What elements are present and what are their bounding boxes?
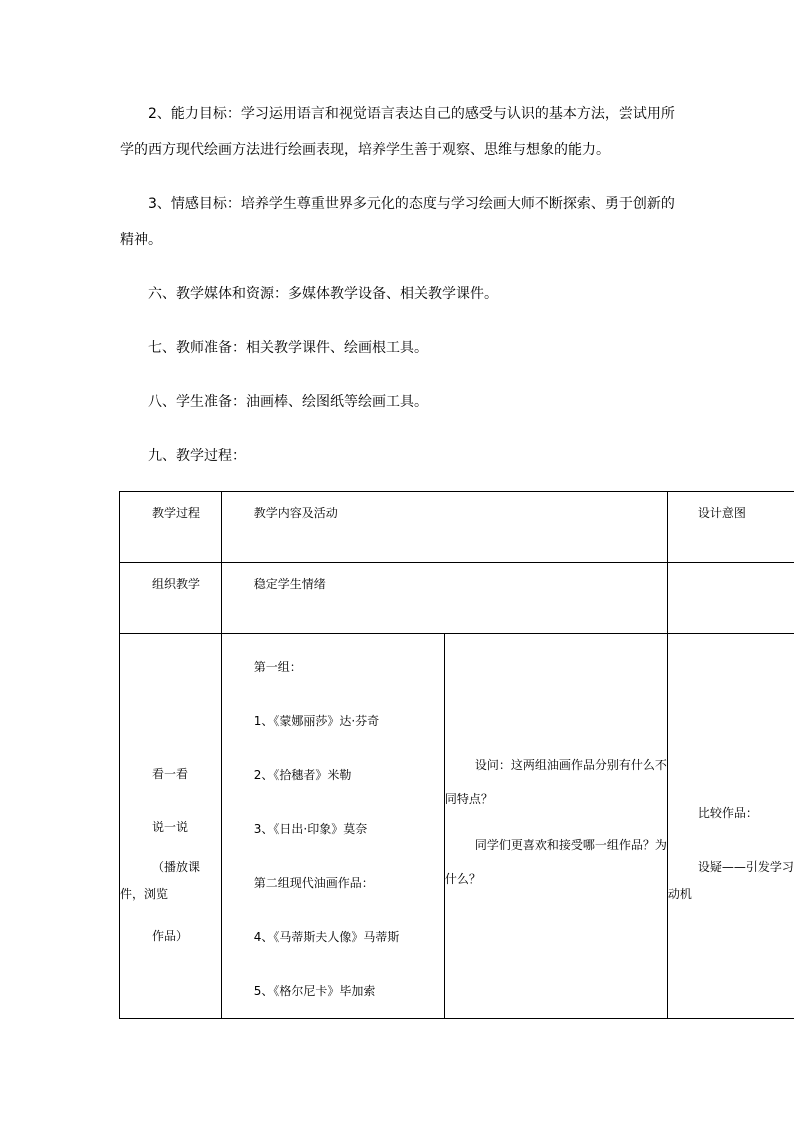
header-intent-cell: 设计意图 [667, 492, 794, 563]
questions-cell [444, 634, 667, 1019]
table-header-row [120, 492, 794, 563]
artwork-item: 5、《格尔尼卡》毕加索 [253, 984, 376, 998]
organize-intent-cell [667, 563, 794, 634]
organize-content-cell: 稳定学生情绪 [221, 563, 667, 634]
teacher-prep-paragraph: 七、教师准备：相关教学课件、绘画根工具。 [148, 340, 428, 356]
process-line: 看一看 [152, 767, 189, 781]
intent-question: 设疑——引发学习动机 [667, 860, 794, 901]
question-two: 同学们更喜欢和接受哪一组作品？为什么？ [444, 838, 667, 886]
media-resources-paragraph: 六、教学媒体和资源：多媒体教学设备、相关教学课件。 [148, 286, 498, 302]
intent-cell [667, 634, 794, 1019]
artwork-item: 4、《马蒂斯夫人像》马蒂斯 [253, 930, 400, 944]
artwork-item: 3、《日出·印象》莫奈 [253, 822, 368, 836]
process-line: （播放课件，浏览 [120, 860, 201, 901]
group-two-label: 第二组现代油画作品： [253, 876, 374, 890]
teaching-process-heading: 九、教学过程： [148, 448, 246, 464]
look-talk-process-cell [120, 634, 222, 1019]
student-prep-paragraph: 八、学生准备：油画棒、绘图纸等绘画工具。 [148, 394, 428, 410]
process-line: 作品） [152, 929, 189, 943]
ability-goal-paragraph: 2、能力目标：学习运用语言和视觉语言表达自己的感受与认识的基本方法，尝试用所学的西方现代绘画方法进行绘画表现，培养学生善于观察、思维与想象的能力。 [120, 106, 675, 158]
teaching-process-table [119, 491, 794, 1019]
question-one: 设问：这两组油画作品分别有什么不同特点？ [444, 758, 667, 806]
emotion-goal-paragraph: 3、情感目标：培养学生尊重世界多元化的态度与学习绘画大师不断探索、勇于创新的精神。 [120, 196, 675, 248]
group-one-label: 第一组： [253, 660, 302, 674]
header-content-cell: 教学内容及活动 [221, 492, 667, 563]
process-line: 说一说 [152, 820, 189, 834]
intent-compare: 比较作品： [697, 806, 758, 820]
table-row-organize [120, 563, 794, 634]
artworks-content-cell [221, 634, 444, 1019]
artwork-item: 2、《拾穗者》米勒 [253, 768, 352, 782]
table-row-look-talk [120, 634, 794, 1019]
artwork-item: 1、《蒙娜丽莎》达·芬奇 [253, 714, 380, 728]
organize-process-cell: 组织教学 [120, 563, 222, 634]
header-process-cell: 教学过程 [120, 492, 222, 563]
